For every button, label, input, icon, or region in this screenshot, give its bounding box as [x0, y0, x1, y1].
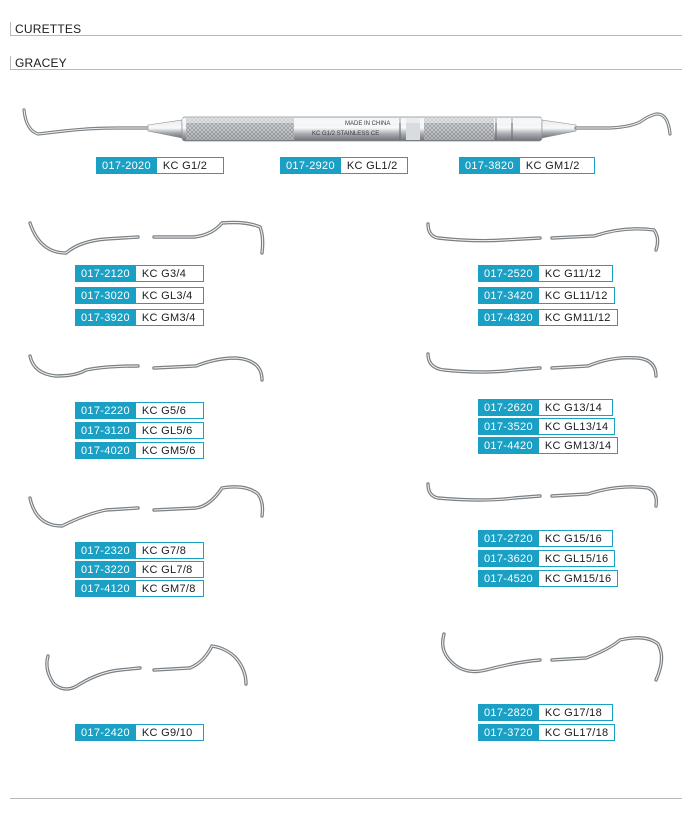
product-label: [478, 418, 613, 435]
product-code: 017-2420: [75, 724, 136, 741]
product-code: 017-4120: [75, 580, 136, 597]
product-code: 017-2320: [75, 542, 136, 559]
product-name: KC G9/10: [136, 724, 204, 741]
product-code: 017-2220: [75, 402, 136, 419]
product-code: 017-2020: [96, 157, 157, 174]
product-label: [478, 704, 613, 721]
product-name: KC GM7/8: [136, 580, 204, 597]
product-name: KC GM11/12: [539, 309, 618, 326]
product-name: KC GL1/2: [341, 157, 408, 174]
product-label: [478, 570, 613, 587]
curette-g15-16-working-ends: [424, 480, 664, 515]
product-label: [478, 309, 613, 326]
product-code: 017-3720: [478, 724, 539, 741]
product-name: KC G11/12: [539, 265, 613, 282]
product-code: 017-3120: [75, 422, 136, 439]
handle-engraving-line2: KC G1/2 STAINLESS CE: [312, 131, 380, 137]
product-label: [75, 265, 204, 282]
product-name: KC G5/6: [136, 402, 204, 419]
product-code: 017-4320: [478, 309, 539, 326]
product-name: KC GM1/2: [520, 157, 595, 174]
handle-engraving-line1: MADE IN CHINA: [345, 121, 391, 127]
product-label: [75, 442, 204, 459]
product-code: 017-3820: [459, 157, 520, 174]
product-label: [96, 157, 224, 174]
product-label: [478, 724, 613, 741]
product-name: KC GL7/8: [136, 561, 204, 578]
product-label: [459, 157, 595, 174]
curette-g1-2-full-instrument: [20, 100, 680, 160]
product-label: [75, 309, 204, 326]
curette-g9-10-working-ends: [40, 640, 255, 700]
product-code: 017-3420: [478, 287, 539, 304]
product-label: [478, 530, 613, 547]
product-name: KC GM15/16: [539, 570, 619, 587]
product-name: KC GL15/16: [539, 550, 616, 567]
product-code: 017-3220: [75, 561, 136, 578]
product-label: [75, 580, 204, 597]
product-label: [75, 724, 204, 741]
product-label: [75, 287, 204, 304]
product-code: 017-3520: [478, 418, 539, 435]
curette-g13-14-working-ends: [424, 350, 664, 385]
product-code: 017-2720: [478, 530, 539, 547]
product-label: [75, 561, 204, 578]
section-header-curettes: CURETTES: [10, 22, 682, 36]
product-name: KC GM5/6: [136, 442, 204, 459]
product-label: [75, 422, 204, 439]
product-label: [478, 399, 613, 416]
product-code: 017-2920: [280, 157, 341, 174]
product-code: 017-4420: [478, 437, 539, 454]
product-label: [75, 402, 204, 419]
product-code: 017-4520: [478, 570, 539, 587]
product-name: KC G17/18: [539, 704, 613, 721]
product-label: [478, 550, 613, 567]
product-code: 017-3620: [478, 550, 539, 567]
product-label: [478, 287, 613, 304]
product-label: [280, 157, 408, 174]
curette-g7-8-working-ends: [26, 480, 271, 535]
product-name: KC G15/16: [539, 530, 613, 547]
curette-g17-18-working-ends: [436, 628, 671, 688]
product-name: KC GL3/4: [136, 287, 204, 304]
product-name: KC GM13/14: [539, 437, 619, 454]
product-name: KC GL17/18: [539, 724, 616, 741]
product-name: KC GL13/14: [539, 418, 616, 435]
product-name: KC GL5/6: [136, 422, 204, 439]
curette-g3-4-working-ends: [26, 215, 271, 260]
product-name: KC GL11/12: [539, 287, 615, 304]
curette-g5-6-working-ends: [26, 350, 271, 390]
product-code: 017-3020: [75, 287, 136, 304]
section-header-gracey: GRACEY: [10, 56, 682, 70]
product-code: 017-2120: [75, 265, 136, 282]
product-name: KC G13/14: [539, 399, 613, 416]
product-name: KC G3/4: [136, 265, 204, 282]
product-code: 017-2820: [478, 704, 539, 721]
bottom-divider: [10, 798, 682, 799]
product-name: KC G7/8: [136, 542, 204, 559]
product-code: 017-2520: [478, 265, 539, 282]
product-code: 017-2620: [478, 399, 539, 416]
product-label: [75, 542, 204, 559]
product-code: 017-3920: [75, 309, 136, 326]
product-name: KC GM3/4: [136, 309, 204, 326]
product-label: [478, 437, 613, 454]
curette-g11-12-working-ends: [424, 220, 664, 255]
product-label: [478, 265, 613, 282]
product-name: KC G1/2: [157, 157, 224, 174]
product-code: 017-4020: [75, 442, 136, 459]
